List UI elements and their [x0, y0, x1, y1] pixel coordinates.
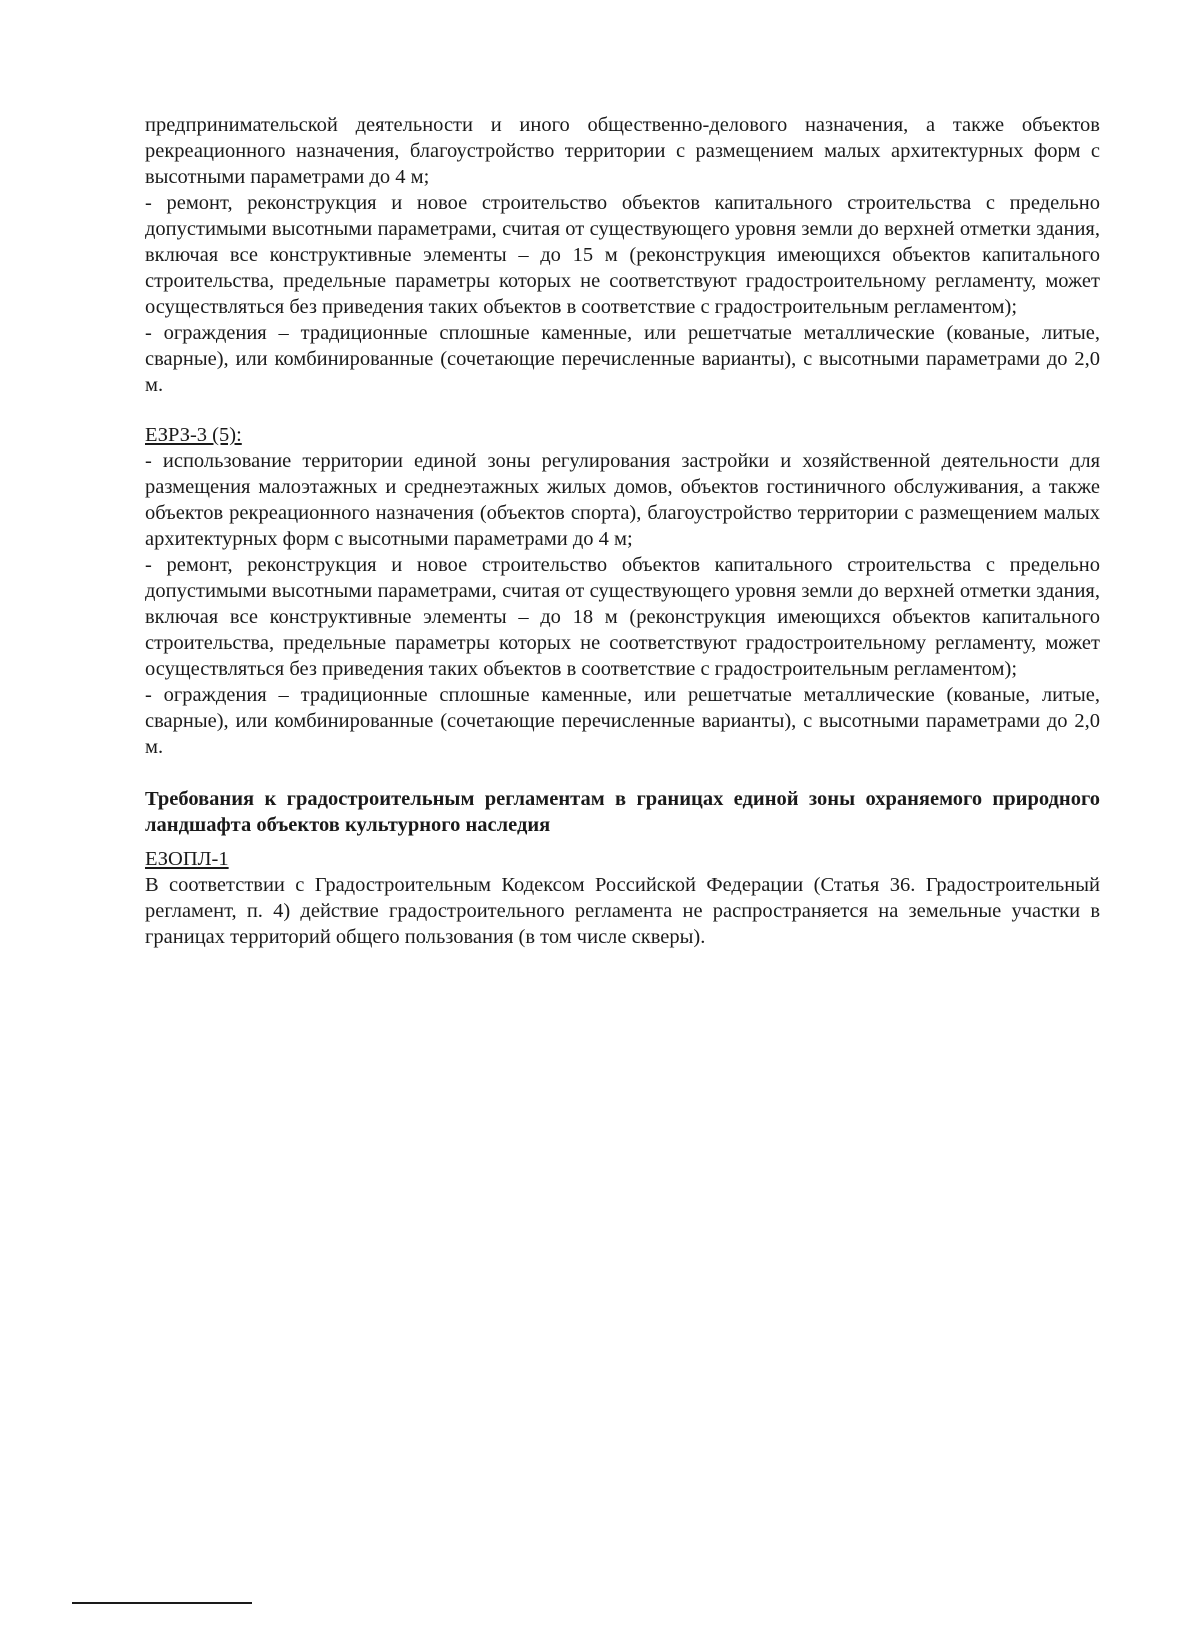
paragraph-reconstruction: - ремонт, реконструкция и новое строительство объектов капитального строительства с предельно допустимыми высотными параметрами, считая от существующего уровня земли до верхней отметки здания, включая все конструктивные элементы – до 18 м (реконструкция имеющихся объектов капитального строительства, предельные параметры которых не соответствуют градостроительному регламенту, может осуществляться без приведения таких объектов в соответствие с градостроительным регламентом);: [145, 554, 1100, 680]
zone-code-ezopl: ЕЗОПЛ-1: [145, 848, 229, 870]
footnote-divider: [72, 1602, 252, 1604]
paragraph-territory-use: - использование территории единой зоны регулирования застройки и хозяйственной деятельности для размещения малоэтажных и среднеэтажных жилых домов, объектов гостиничного обслуживания, а также объектов рекреационного назначения (объектов спорта), благоустройство территории с размещением малых архитектурных форм с высотными параметрами до 4 м;: [145, 450, 1100, 550]
document-page: [145, 112, 1100, 950]
section-heading: Требования к градостроительным регламентам в границах единой зоны охраняемого природного ландшафта объектов культурного наследия: [145, 788, 1100, 836]
paragraph-intro: предпринимательской деятельности и иного общественно-делового назначения, а также объектов рекреационного назначения, благоустройство территории с размещением малых архитектурных форм с высотными параметрами до 4 м;: [145, 114, 1100, 188]
paragraph-code-reference: В соответствии с Градостроительным Кодексом Российской Федерации (Статья 36. Градостроительный регламент, п. 4) действие градостроительного регламента не распространяется на земельные участки в границах территорий общего пользования (в том числе скверы).: [145, 874, 1100, 948]
paragraph-fences: - ограждения – традиционные сплошные каменные, или решетчатые металлические (кованые, литые, сварные), или комбинированные (сочетающие перечисленные варианты), с высотными параметрами до 2,0 м.: [145, 322, 1100, 396]
paragraph-reconstruction: - ремонт, реконструкция и новое строительство объектов капитального строительства с предельно допустимыми высотными параметрами, считая от существующего уровня земли до верхней отметки здания, включая все конструктивные элементы – до 15 м (реконструкция имеющихся объектов капитального строительства, предельные параметры которых не соответствуют градостроительному регламенту, может осуществляться без приведения таких объектов в соответствие с градостроительным регламентом);: [145, 192, 1100, 318]
paragraph-fences: - ограждения – традиционные сплошные каменные, или решетчатые металлические (кованые, литые, сварные), или комбинированные (сочетающие перечисленные варианты), с высотными параметрами до 2,0 м.: [145, 684, 1100, 758]
block-ezrz-3-5: [145, 422, 1100, 760]
block-ezopl: [145, 786, 1100, 950]
zone-code-ezrz: ЕЗРЗ-3 (5):: [145, 424, 242, 446]
block-continuation: [145, 112, 1100, 398]
